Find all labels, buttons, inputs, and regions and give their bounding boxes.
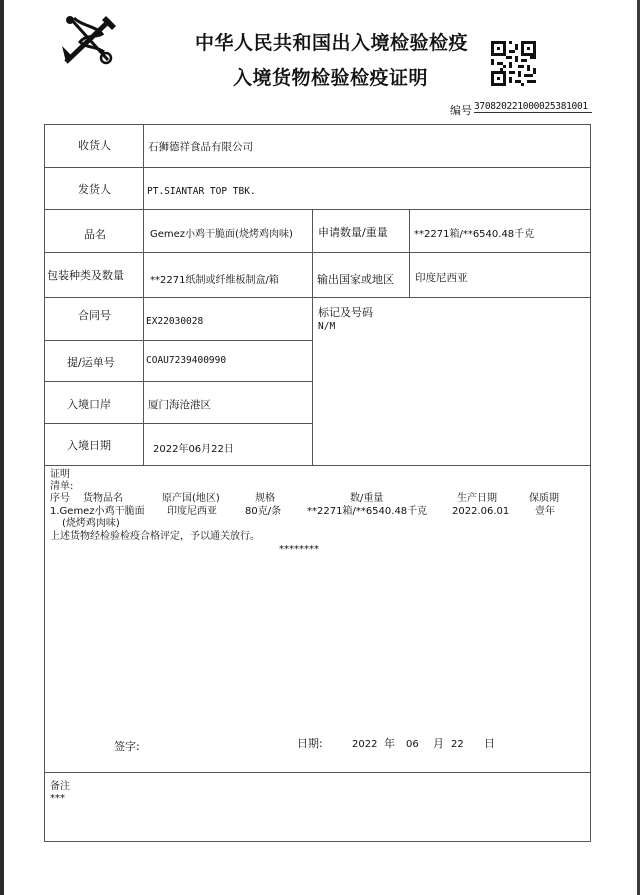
consignor-label: 发货人 — [78, 183, 111, 196]
list-label: 清单: — [50, 481, 74, 492]
item-spec: 80克/条 — [245, 506, 282, 517]
product-name-value: Gemez小鸡干脆面(烧烤鸡肉味) — [150, 229, 293, 240]
packing-value: **2271纸制或纤维板制盒/箱 — [150, 275, 279, 286]
entry-port-value: 厦门海沧港区 — [148, 399, 211, 411]
month-unit: 月 — [433, 737, 444, 750]
marks-value: N/M — [318, 321, 336, 332]
origin-country-value: 印度尼西亚 — [415, 272, 468, 284]
bill-of-lading-label: 提/运单号 — [67, 356, 115, 369]
serial-number: 370820221000025381001 — [474, 101, 592, 113]
qr-code-icon — [491, 41, 536, 86]
contract-label: 合同号 — [78, 309, 111, 322]
consignee-label: 收货人 — [78, 139, 111, 152]
quantity-value: **2271箱/**6540.48千克 — [414, 229, 535, 240]
item-mfg-date: 2022.06.01 — [452, 506, 510, 517]
remarks-value: *** — [50, 793, 65, 804]
item-name-continued: (烧烤鸡肉味) — [62, 518, 120, 529]
day-unit: 日 — [484, 737, 495, 750]
origin-country-label: 输出国家或地区 — [317, 273, 394, 286]
col-no: 序号 — [50, 493, 70, 504]
col-origin: 原产国(地区) — [162, 493, 220, 504]
remarks-label: 备注 — [50, 781, 70, 792]
item-quantity: **2271箱/**6540.48千克 — [307, 506, 428, 517]
product-name-label: 品名 — [84, 228, 106, 241]
serial-number-label: 编号 — [450, 104, 472, 117]
year-unit: 年 — [384, 737, 395, 750]
bill-of-lading-value: COAU7239400990 — [146, 355, 227, 366]
entry-date-label: 入境日期 — [67, 439, 111, 452]
signature-label: 签字: — [114, 740, 140, 753]
sign-day: 22 — [451, 739, 464, 750]
item-shelf-life: 壹年 — [535, 506, 555, 517]
scan-border-left — [0, 0, 4, 895]
certificate-heading: 证明 — [50, 469, 70, 480]
col-goods-name: 货物品名 — [83, 493, 123, 504]
col-quantity: 数/重量 — [350, 493, 384, 504]
marks-label: 标记及号码 — [318, 306, 373, 319]
consignor-value: PT.SIANTAR TOP TBK. — [147, 186, 256, 197]
sign-year: 2022 — [352, 739, 378, 750]
col-mfg-date: 生产日期 — [457, 493, 497, 504]
document-subtitle: 入境货物检验检疫证明 — [233, 67, 429, 89]
document-title: 中华人民共和国出入境检验检疫 — [195, 32, 469, 54]
item-name: 1.Gemez小鸡干脆面 — [50, 506, 145, 517]
end-stars: ******** — [279, 544, 319, 555]
consignee-value: 石狮德祥食品有限公司 — [148, 141, 253, 153]
entry-port-label: 入境口岸 — [67, 398, 111, 411]
ciq-emblem-icon — [56, 12, 124, 68]
entry-date-value: 2022年06月22日 — [153, 444, 234, 455]
clearance-statement: 上述货物经检验检疫合格评定，予以通关放行。 — [50, 531, 260, 542]
col-shelf-life: 保质期 — [529, 493, 559, 504]
col-spec: 规格 — [255, 493, 275, 504]
item-origin: 印度尼西亚 — [167, 506, 217, 517]
packing-label: 包装种类及数量 — [47, 269, 124, 282]
quantity-label: 申请数量/重量 — [318, 226, 388, 239]
sign-month: 06 — [406, 739, 419, 750]
contract-value: EX22030028 — [146, 316, 204, 327]
sign-date-label: 日期: — [297, 737, 323, 750]
